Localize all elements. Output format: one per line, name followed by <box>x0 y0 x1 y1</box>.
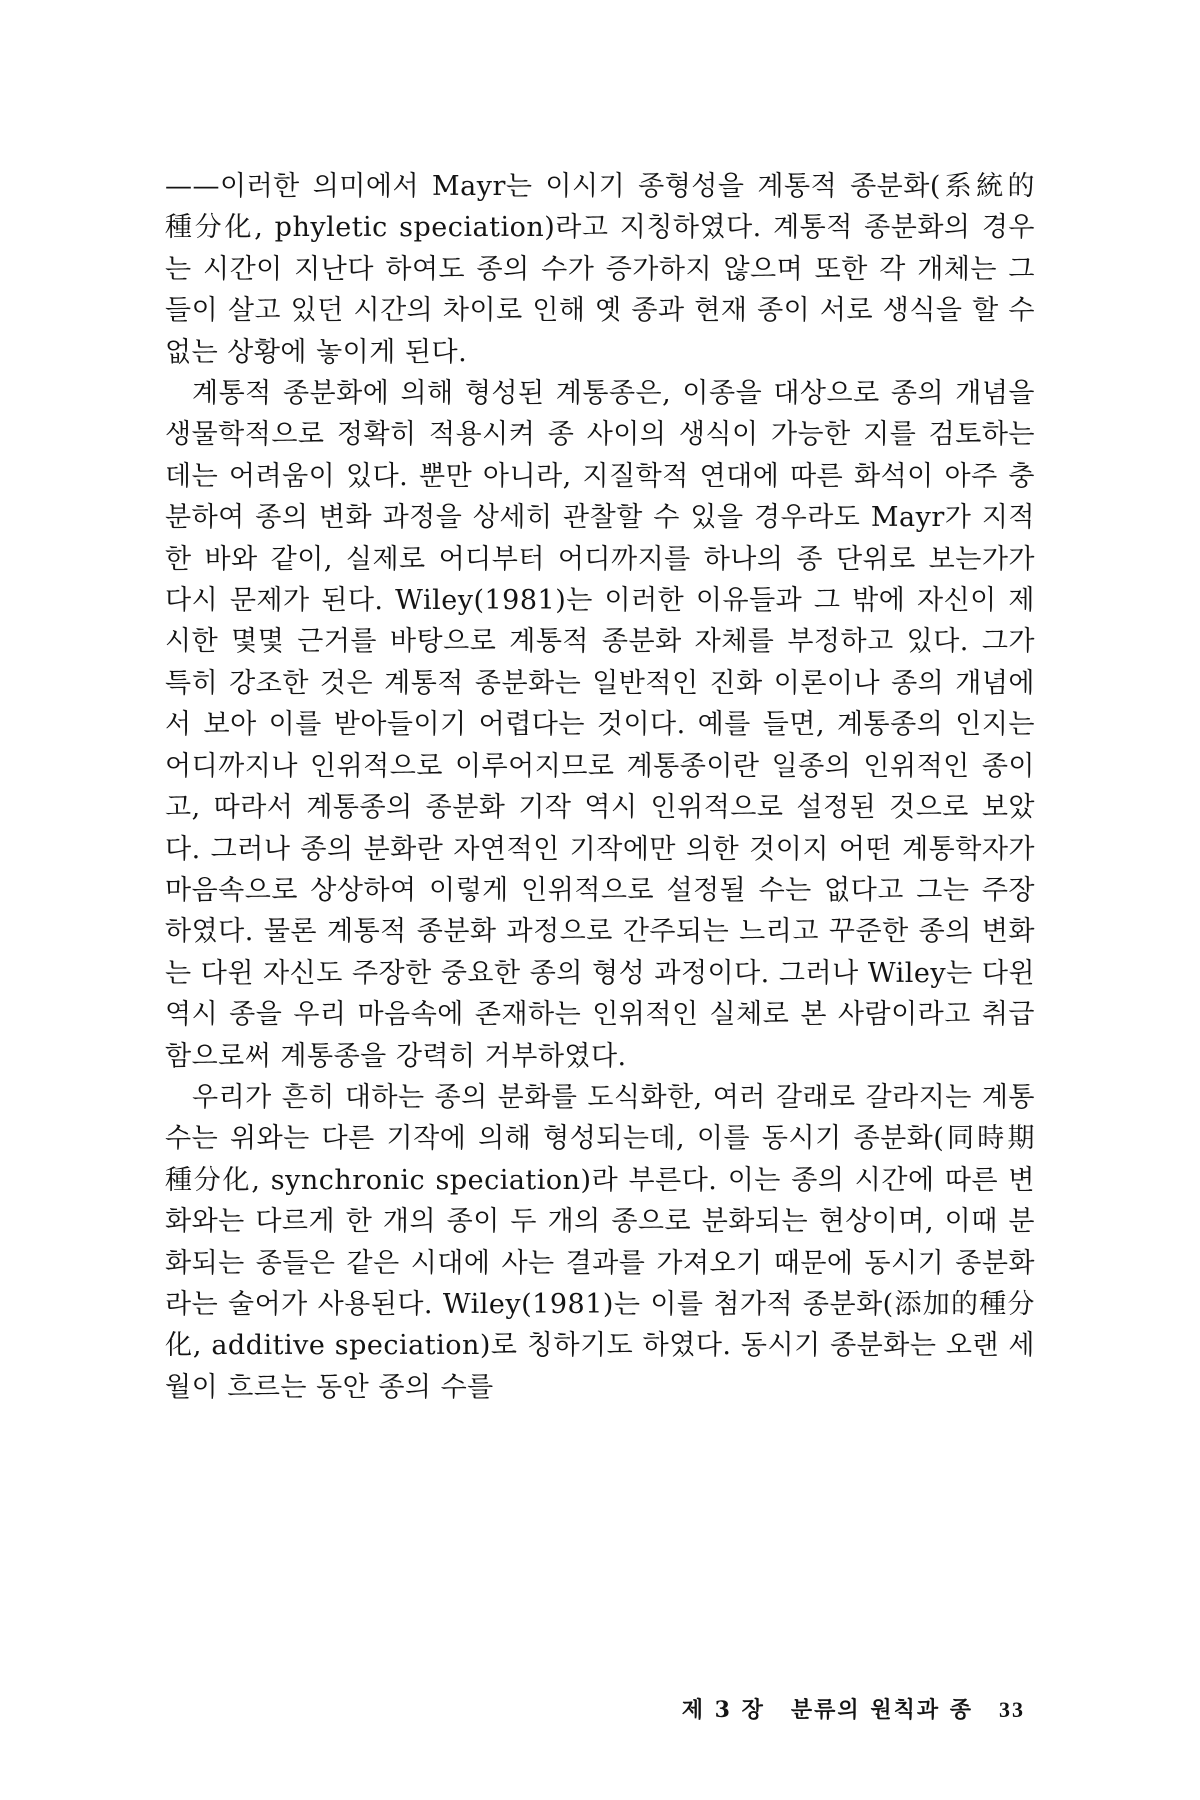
running-footer <box>682 1693 1025 1724</box>
body-text <box>165 166 1035 1408</box>
chapter-label: 제 3 장 <box>681 1697 765 1723</box>
page-number: 33 <box>999 1697 1025 1722</box>
chapter-title: 분류의 원칙과 종 <box>790 1697 973 1723</box>
paragraph-2: 계통적 종분화에 의해 형성된 계통종은, 이종을 대상으로 종의 개념을 생물학적으로 정확히 적용시켜 종 사이의 생식이 가능한 지를 검토하는 데는 어려움이 있다. 뿐만 아니라, 지질학적 연대에 따른 화석이 아주 충분하여 종의 변화 과정을 상세히 관찰할 수 있을 경우라도 Mayr가 지적한 바와 같이, 실제로 어디부터 어디까지를 하나의 종 단위로 보는가가 다시 문제가 된다. Wiley(1981)는 이러한 이유들과 그 밖에 자신이 제시한 몇몇 근거를 바탕으로 계통적 종분화 자체를 부정하고 있다. 그가 특히 강조한 것은 계통적 종분화는 일반적인 진화 이론이나 종의 개념에서 보아 이를 받아들이기 어렵다는 것이다. 예를 들면, 계통종의 인지는 어디까지나 인위적으로 이루어지므로 계통종이란 일종의 인위적인 종이고, 따라서 계통종의 종분화 기작 역시 인위적으로 설정된 것으로 보았다. 그러나 종의 분화란 자연적인 기작에만 의한 것이지 어떤 계통학자가 마음속으로 상상하여 이렇게 인위적으로 설정될 수는 없다고 그는 주장하였다. 물론 계통적 종분화 과정으로 간주되는 느리고 꾸준한 종의 변화는 다윈 자신도 주장한 중요한 종의 형성 과정이다. 그러나 Wiley는 다윈 역시 종을 우리 마음속에 존재하는 인위적인 실체로 본 사람이라고 취급함으로써 계통종을 강력히 거부하였다. <box>165 378 1035 1072</box>
paragraph-1: ——이러한 의미에서 Mayr는 이시기 종형성을 계통적 종분화(系統的 種分化, phyletic speciation)라고 지칭하였다. 계통적 종분화의 경우는 시간이 지난다 하여도 종의 수가 증가하지 않으며 또한 각 개체는 그들이 살고 있던 시간의 차이로 인해 옛 종과 현재 종이 서로 생식을 할 수 없는 상황에 놓이게 된다. <box>165 171 1035 368</box>
paragraph-3: 우리가 흔히 대하는 종의 분화를 도식화한, 여러 갈래로 갈라지는 계통수는 위와는 다른 기작에 의해 형성되는데, 이를 동시기 종분화(同時期 種分化, synchronic speciation)라 부른다. 이는 종의 시간에 따른 변화와는 다르게 한 개의 종이 두 개의 종으로 분화되는 현상이며, 이때 분화되는 종들은 같은 시대에 사는 결과를 가져오기 때문에 동시기 종분화라는 술어가 사용된다. Wiley(1981)는 이를 첨가적 종분화(添加的種分化, additive speciation)로 칭하기도 하였다. 동시기 종분화는 오랜 세월이 흐르는 동안 종의 수를 <box>165 1081 1035 1403</box>
